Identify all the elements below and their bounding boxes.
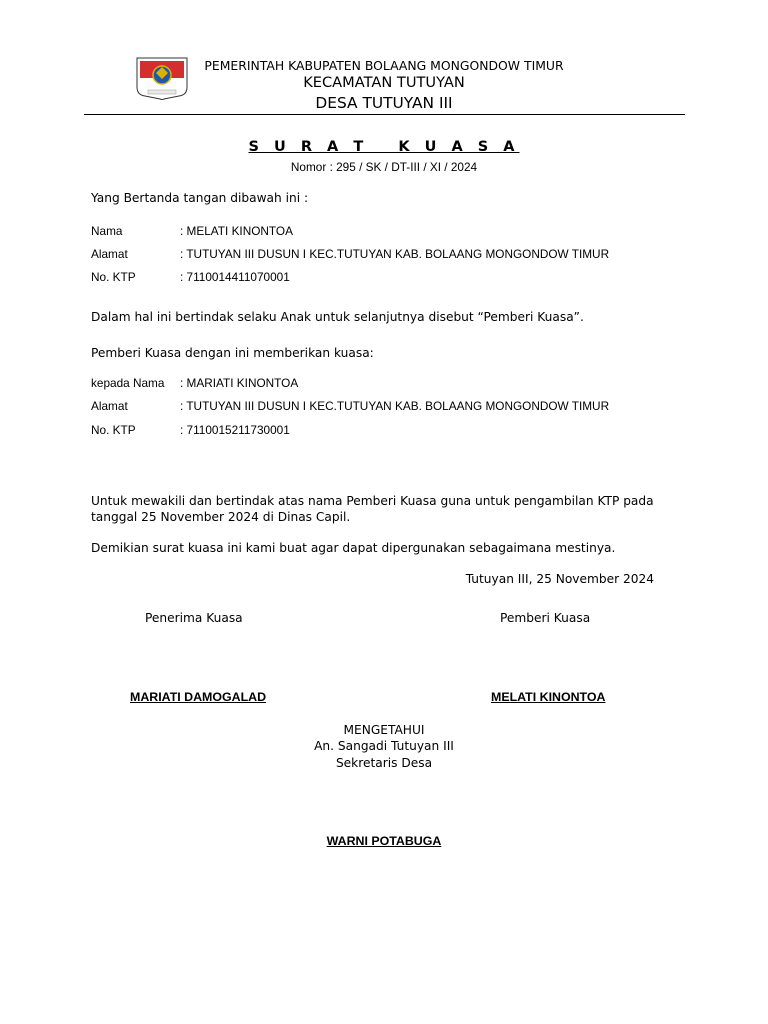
grantor-name-label: Nama (91, 224, 123, 238)
approval-name: WARNI POTABUGA (326, 834, 442, 848)
grantee-ktp-label: No. KTP (91, 423, 136, 437)
document-number: Nomor : 295 / SK / DT-III / XI / 2024 (290, 160, 478, 174)
place-date: Tutuyan III, 25 November 2024 (465, 572, 654, 586)
intro-text: Yang Bertanda tangan dibawah ini : (91, 191, 309, 205)
grantor-address-label: Alamat (91, 247, 128, 261)
receiver-label: Penerima Kuasa (145, 611, 243, 625)
header-divider (84, 114, 685, 115)
grantor-name-value: : MELATI KINONTOA (180, 224, 293, 238)
purpose-line-2: tanggal 25 November 2024 di Dinas Capil. (91, 510, 351, 524)
grantee-name-value: : MARIATI KINONTOA (180, 376, 299, 390)
grantee-name-label: kepada Nama (91, 376, 165, 390)
receiver-name: MARIATI DAMOGALAD (130, 690, 267, 704)
grantor-ktp-value: : 7110014411070001 (180, 270, 290, 284)
grantee-address-value: : TUTUYAN III DUSUN I KEC.TUTUYAN KAB. BOLAANG MONGONDOW TIMUR (180, 399, 610, 413)
purpose-line-1: Untuk mewakili dan bertindak atas nama Pemberi Kuasa guna untuk pengambilan KTP pada (91, 494, 654, 508)
grantee-address-label: Alamat (91, 399, 128, 413)
approval-position: Sekretaris Desa (335, 756, 433, 770)
header-subdistrict: KECAMATAN TUTUYAN (303, 74, 465, 91)
grantor-ktp-label: No. KTP (91, 270, 136, 284)
relation-text: Dalam hal ini bertindak selaku Anak untuk selanjutnya disebut “Pemberi Kuasa”. (91, 310, 584, 324)
giver-name: MELATI KINONTOA (491, 690, 606, 704)
closing-text: Demikian surat kuasa ini kami buat agar dapat dipergunakan sebagaimana mestinya. (91, 541, 616, 555)
approval-on-behalf: An. Sangadi Tutuyan III (314, 739, 454, 753)
grantee-ktp-value: : 7110015211730001 (180, 423, 290, 437)
grant-text: Pemberi Kuasa dengan ini memberikan kuasa: (91, 346, 374, 360)
grantor-address-value: : TUTUYAN III DUSUN I KEC.TUTUYAN KAB. BOLAANG MONGONDOW TIMUR (180, 247, 610, 261)
header-village: DESA TUTUYAN III (315, 94, 453, 112)
document-title: S U R A T K U A S A (248, 139, 520, 155)
approval-heading: MENGETAHUI (343, 723, 425, 737)
header-regency: PEMERINTAH KABUPATEN BOLAANG MONGONDOW TIMUR (204, 58, 564, 73)
giver-label: Pemberi Kuasa (500, 611, 591, 625)
